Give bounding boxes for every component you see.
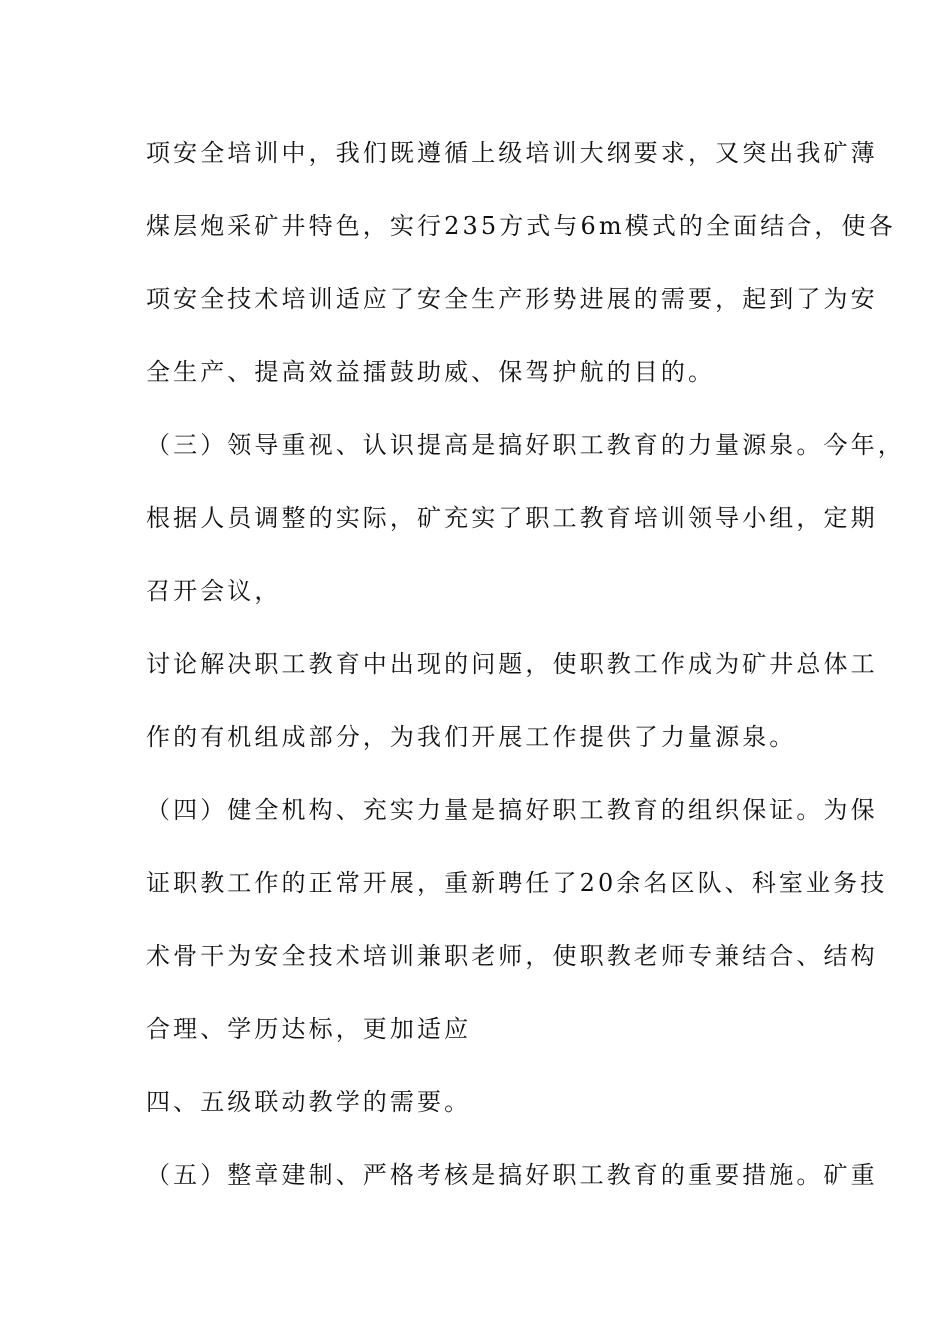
text-line: 召开会议， (146, 577, 282, 605)
section-heading-line: （四）健全机构、充实力量是搞好职工教育的组织保证。为保 (146, 796, 878, 824)
text-line: 全生产、提高效益擂鼓助威、保驾护航的目的。 (146, 358, 716, 386)
text-line: 根据人员调整的实际，矿充实了职工教育培训领导小组，定期 (146, 504, 878, 532)
section-heading-line: （三）领导重视、认识提高是搞好职工教育的力量源泉。今年， (146, 431, 905, 459)
text-line: 项安全技术培训适应了安全生产形势进展的需要，起到了为安 (146, 285, 878, 313)
text-line: 作的有机组成部分，为我们开展工作提供了力量源泉。 (146, 723, 797, 751)
text-line: 四、五级联动教学的需要。 (146, 1088, 472, 1116)
text-line: 合理、学历达标，更加适应 (146, 1015, 472, 1043)
text-line: 证职教工作的正常开展，重新聘任了20余名区队、科室业务技 (146, 869, 888, 897)
text-line: 项安全培训中，我们既遵循上级培训大纲要求，又突出我矿薄 (146, 139, 878, 167)
text-line: 讨论解决职工教育中出现的问题，使职教工作成为矿井总体工 (146, 650, 878, 678)
text-line: 术骨干为安全技术培训兼职老师，使职教老师专兼结合、结构 (146, 942, 878, 970)
text-line: 煤层炮采矿井特色，实行235方式与6m模式的全面结合，使各 (146, 212, 896, 240)
section-heading-line: （五）整章建制、严格考核是搞好职工教育的重要措施。矿重 (146, 1161, 878, 1189)
